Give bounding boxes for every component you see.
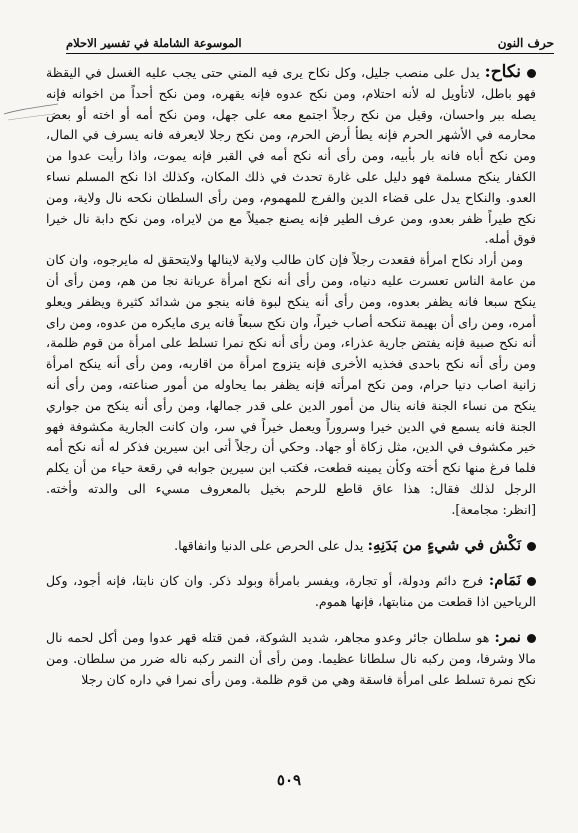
entry-namam <box>46 570 536 613</box>
entry-text: هو سلطان جائر وعدو مجاهر، شديد الشوكة، فمن قتله قهر عدوا ومن أكل لحمه نال مالا وشرفا، ومن ركبه نال سلطانا عظيما. ومن رأى أن النمر ركبه ناله ضرر من سلطان. ومن نكح نمرة تسلط على امرأة فاسقة وهي من قوم ظلمة. ومن رأى نمرا في داره كان رجلا <box>46 629 536 687</box>
entry-term: نَكْش في شيءٍ من بَدَنِهِ: <box>367 535 521 554</box>
entry-paragraph <box>46 627 536 690</box>
page-body <box>46 62 536 700</box>
bullet-icon <box>527 634 536 643</box>
header-section-title: حرف النون <box>497 36 554 50</box>
entry-paragraph <box>46 250 536 520</box>
bullet-icon <box>527 577 536 586</box>
entry-term: نَمَام: <box>488 571 521 590</box>
entry-text: يدل على الحرص على الدنيا وانفاقها. <box>174 537 364 553</box>
bullet-icon <box>527 69 536 78</box>
entry-text: فرج دائم ودولة، أو تجارة، ويفسر بامرأة وبولد ذكر. وان كان نابتا، فإنه أجود، وكل الرياحين اذا قطعت من منابتها، فإنها هموم. <box>46 573 536 610</box>
page-number: ٥٠٩ <box>276 771 302 789</box>
entry-nikah <box>46 62 536 521</box>
entry-text: ومن أراد نكاح امرأة فقعدت رجلاً فإن كان طالب ولاية لاينالها ولايتحقق له مايرجوه، وان كان من عامة الناس تعسرت عليه دنياه، ومن رأى أنه نكح امرأة عريانة نجا من هم، ومن رأى أن ينكح سبعا فانه يظفر بعدوه، ومن رأى أنه ينكح لبوة فانه ينجو من شدائد كثيرة ويظفر ويعلو أمره، ومن راى أن بهيمة تنكحه أصاب خيراً، وان نكح سبعاً فانه يرى مايكره من عدوه، ومن راى أنه نكح صبية فإنه يفتض جارية عذراء، ومن رأى أنه نكح نمرا تسلط على امرأة من قوم ظلمة، ومن رأى أنه نكح باحدى فخذيه الأخرى فإنه يتزوج امرأة من اقاربه، ومن رأى أنه ينكح امرأة زانية اصاب دنيا حرام، ومن نكح امرأته فإنه يظفر بما يحاوله من أمور صناعته، ومن رأى أنه ينكح من نساء الجنة فانه ينال من أمور الدين على قدر جمالها، ومن رأى أنه ينكح من جواري الجنة فانه يسمع في الدين خيرا وسروراً ويعمل خيراً في سر، وان كانت الجارية مكشوفة فهو خير مكشوف في الدين، مثل زكاة أو جهاد. وحكي أن رجلاً أتى ابن سيرين فذكر له أنه نكح أمه فلما فرغ منها نكح أخته وكأن يمينه قطعت، فكتب ابن سيرين جوابه في رقعة حياء من أن يكلم الرجل لذلك فقال: هذا عاق قاطع للرحم بخيل بالمعروف مسيء الى والدته وأخته. <box>46 252 536 496</box>
bullet-icon <box>527 542 536 551</box>
entry-paragraph <box>46 535 536 557</box>
entry-term: نكاح: <box>484 62 521 82</box>
header-book-title: الموسوعة الشاملة في تفسير الاحلام <box>66 36 242 50</box>
cross-reference: [انظر: مجامعة]. <box>451 501 536 517</box>
entry-paragraph <box>46 62 536 250</box>
entry-paragraph <box>46 570 536 613</box>
entry-term: نمر: <box>494 627 521 646</box>
entry-text: يدل على منصب جليل، وكل نكاح يرى فيه المني حتى يجب عليه الغسل في اليقظة فهو باطل، لاتأويل له لأنه احتلام، ومن نكح عدوه فإنه يقهره، ومن نكح أحداً من اخوانه فإنه يصله ببر واحسان، وقيل من نكح رجلاً اجتمع معه على جهل، ومن نكح أمه أو اخته أو بعض محارمه في الأشهر الحرم فإنه يطأ أرض الحرم، ومن نكح رجلا لايعرفه فانه يسرف في المال، ومن نكح أباه فانه بار بأبيه، ومن رأى أنه نكح أمه في القبر فإنه يموت، واذا رأيت عدوا من الكفار ينكح مسلمة فهو دليل على غارة تحدث في ذلك المكان، وكذلك اذا نكح المسلم نساء العدو. والنكاح يدل على قضاء الدين والفرج للمهموم، ومن رأى السلطان نكحه نال ولاية، ومن نكح طيراً ظفر بعدو، ومن عرف الطير فإنه يصنع جميلاً مع من لايراه، ومن نكح دابة نال خيرا فوق أمله. <box>46 65 536 247</box>
entry-naksh <box>46 535 536 557</box>
running-header <box>66 30 554 54</box>
entry-nimr <box>46 627 536 690</box>
